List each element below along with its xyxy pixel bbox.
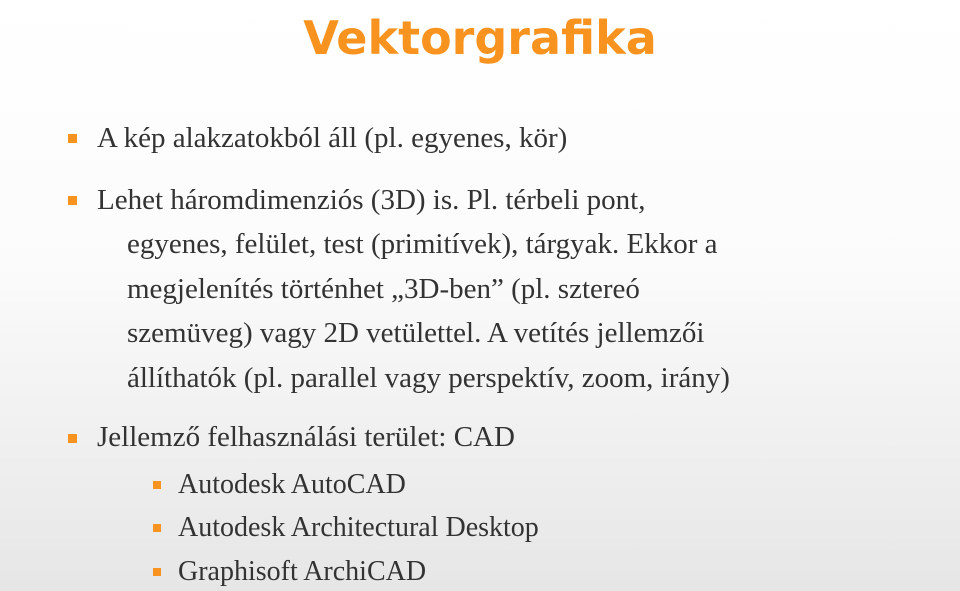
bullet-2-line-4: szemüveg) vagy 2D vetülettel. A vetítés jellemzői xyxy=(127,317,705,349)
slide-title: Vektorgrafika xyxy=(303,11,657,65)
sub-item-autocad: Autodesk AutoCAD xyxy=(178,469,406,500)
bullet-2-line-5: állíthatók (pl. parallel vagy perspektív, zoom, irány) xyxy=(127,362,730,394)
sub-bullet-marker xyxy=(153,568,161,576)
bullet-marker xyxy=(68,434,77,443)
sub-bullet-marker xyxy=(153,524,161,532)
bullet-3-line-1: Jellemző felhasználási terület: CAD xyxy=(97,421,515,453)
bullet-marker xyxy=(68,196,77,205)
sub-item-archicad: Graphisoft ArchiCAD xyxy=(178,556,427,587)
bullet-marker xyxy=(68,134,77,143)
bullet-2-line-2: egyenes, felület, test (primitívek), tárgyak. Ekkor a xyxy=(127,228,718,260)
bullet-2-line-1: Lehet háromdimenziós (3D) is. Pl. térbeli pont, xyxy=(97,184,646,216)
sub-item-architectural-desktop: Autodesk Architectural Desktop xyxy=(178,512,539,543)
sub-bullet-marker xyxy=(153,481,161,489)
bullet-2-line-3: megjelenítés történhet „3D-ben” (pl. sztereó xyxy=(127,273,640,305)
bullet-1-line-1: A kép alakzatokból áll (pl. egyenes, kör) xyxy=(97,122,568,154)
